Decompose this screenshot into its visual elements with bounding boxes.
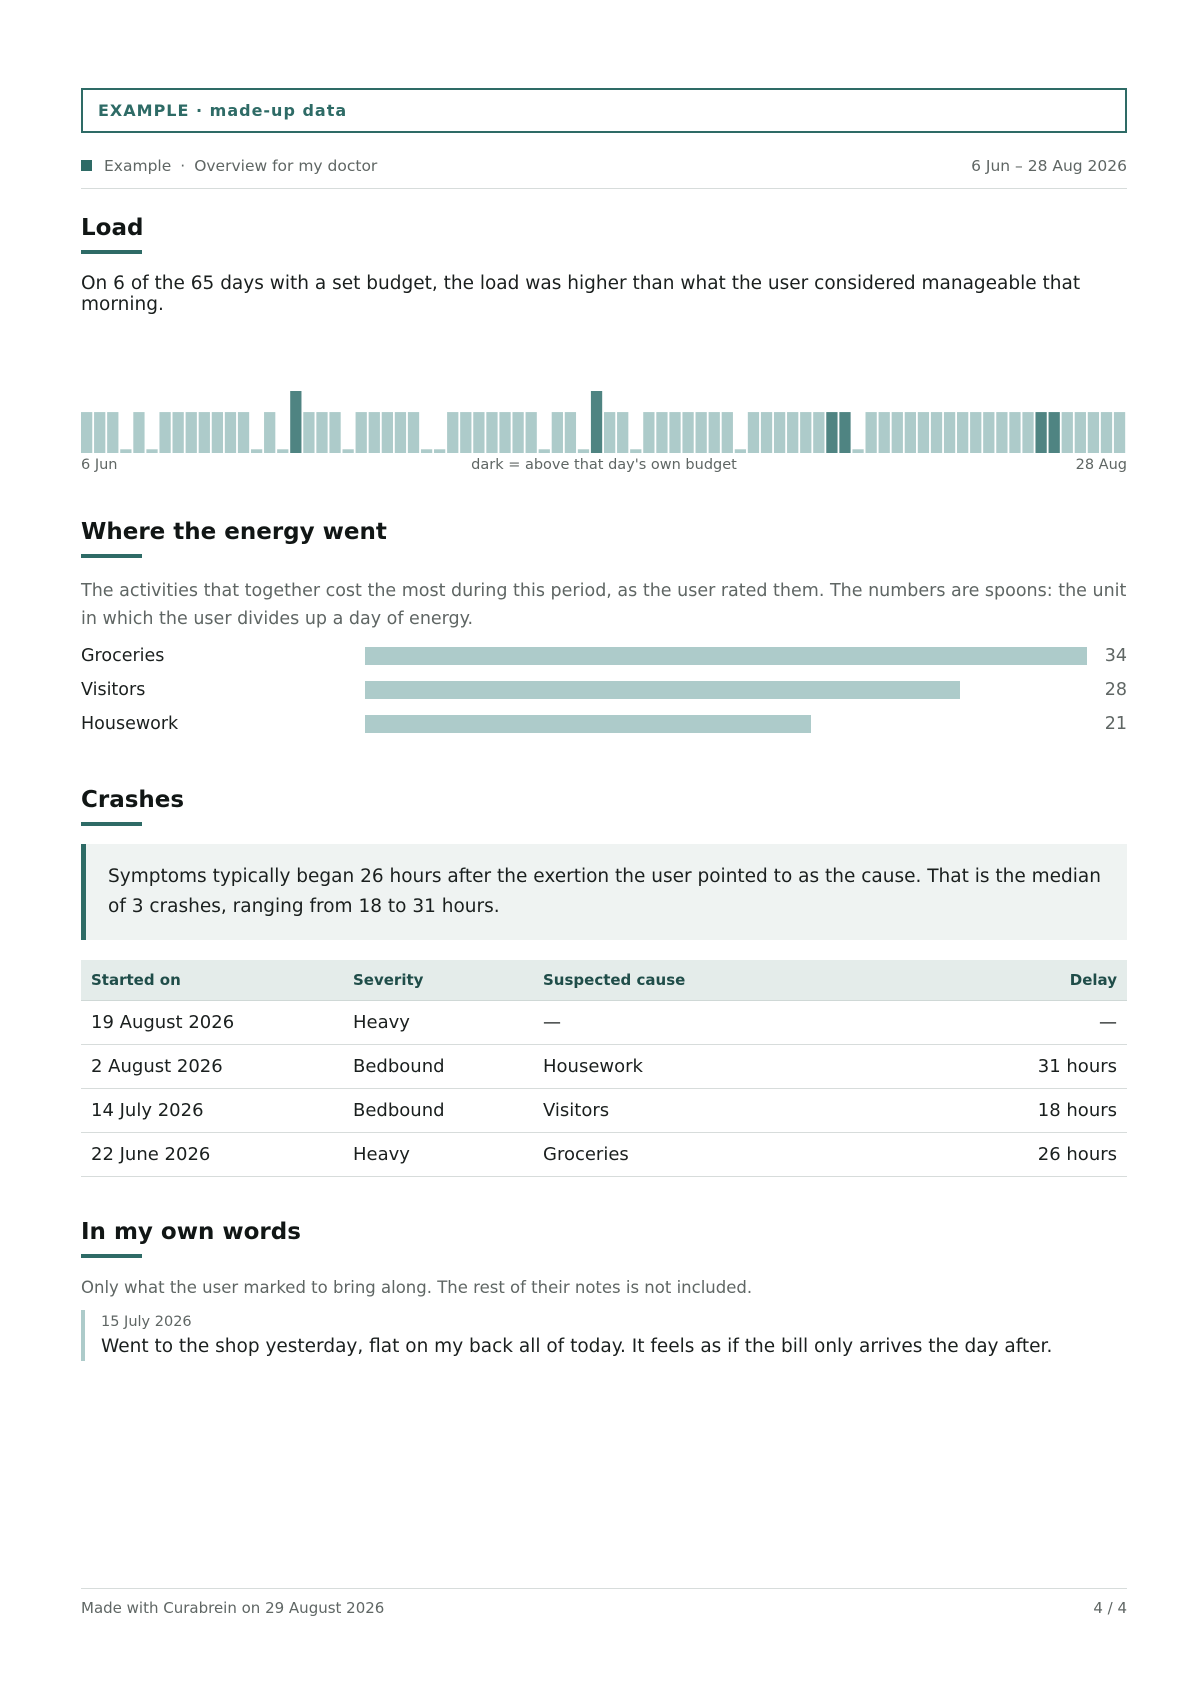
activity-bar	[365, 647, 1087, 665]
energy-description: The activities that together cost the most during this period, as the user rated them. The numbers are spoons: the unit in which the user divides up a day of energy.	[81, 581, 1127, 629]
example-banner: EXAMPLE · made-up data	[81, 88, 1127, 133]
day-bar	[316, 412, 327, 453]
axis-legend-note: dark = above that day's own budget	[471, 457, 737, 473]
note-date: 15 July 2026	[101, 1313, 192, 1330]
cell-severity: Heavy	[343, 1132, 533, 1176]
report-meta	[81, 153, 1127, 189]
day-bar	[238, 412, 249, 453]
table-header-row	[81, 960, 1127, 1000]
day-bar	[892, 412, 903, 453]
day-bar	[944, 412, 955, 453]
activity-bar-track	[365, 681, 1087, 699]
day-bar	[94, 412, 105, 453]
cell-delay: 31 hours	[902, 1044, 1127, 1088]
day-bar	[669, 412, 680, 453]
cell-severity: Heavy	[343, 1000, 533, 1044]
day-bar	[421, 449, 432, 453]
day-bar	[604, 412, 615, 453]
day-bar	[996, 412, 1007, 453]
day-bar	[696, 412, 707, 453]
day-bar	[983, 412, 994, 453]
day-bar	[408, 412, 419, 453]
day-bar	[617, 412, 628, 453]
cell-suspected-cause: Groceries	[533, 1132, 902, 1176]
day-bar	[643, 412, 654, 453]
meta-separator: ·	[180, 156, 186, 175]
day-bar	[852, 449, 863, 453]
cell-delay: —	[902, 1000, 1127, 1044]
activity-cost-chart	[81, 639, 1127, 741]
day-bar	[356, 412, 367, 453]
report-page	[81, 88, 1127, 1361]
day-bar-above-budget	[839, 412, 850, 453]
day-bar	[277, 449, 288, 453]
day-bar	[303, 412, 314, 453]
page-number: 4 / 4	[1093, 1599, 1127, 1617]
day-bar	[722, 412, 733, 453]
day-bar	[866, 412, 877, 453]
load-axis-labels	[81, 457, 1127, 479]
day-bar	[1022, 412, 1033, 453]
table-row	[81, 1132, 1127, 1176]
day-bar	[565, 412, 576, 453]
day-bar	[486, 412, 497, 453]
cell-delay: 18 hours	[902, 1088, 1127, 1132]
activity-value: 21	[1104, 714, 1127, 734]
meta-date-range: 6 Jun – 28 Aug 2026	[971, 156, 1127, 175]
cell-suspected-cause: Visitors	[533, 1088, 902, 1132]
heading-underline	[81, 554, 142, 558]
day-bar	[343, 449, 354, 453]
day-bar-above-budget	[591, 391, 602, 453]
day-bar	[107, 412, 118, 453]
own-words-heading: In my own words	[81, 1218, 301, 1245]
day-bar	[434, 449, 445, 453]
day-bar	[905, 412, 916, 453]
crash-summary-callout: Symptoms typically began 26 hours after the exertion the user pointed to as the cause. That is the median of 3 crashes, ranging from 18 to 31 hours.	[81, 844, 1127, 940]
cell-started-on: 22 June 2026	[81, 1132, 343, 1176]
activity-value: 34	[1104, 646, 1127, 666]
day-bar	[918, 412, 929, 453]
day-bar-above-budget	[1049, 412, 1060, 453]
load-heading: Load	[81, 215, 144, 241]
meta-subtitle: Overview for my doctor	[194, 156, 378, 175]
day-bar	[173, 412, 184, 453]
cell-suspected-cause: Housework	[533, 1044, 902, 1088]
crashes-section	[81, 787, 1127, 1177]
crashes-table	[81, 960, 1127, 1177]
day-bar	[709, 412, 720, 453]
day-bar	[199, 412, 210, 453]
heading-underline	[81, 822, 142, 826]
cell-severity: Bedbound	[343, 1044, 533, 1088]
own-words-section	[81, 1219, 1127, 1361]
day-bar	[735, 449, 746, 453]
day-bar	[1075, 412, 1086, 453]
day-bar	[1009, 412, 1020, 453]
square-icon	[81, 160, 92, 171]
day-bar-above-budget	[1035, 412, 1046, 453]
column-suspected-cause: Suspected cause	[533, 960, 902, 1000]
day-bar	[539, 449, 550, 453]
page-footer	[81, 1588, 1127, 1617]
day-bar	[1062, 412, 1073, 453]
day-bar	[1114, 412, 1125, 453]
cell-started-on: 14 July 2026	[81, 1088, 343, 1132]
heading-underline	[81, 250, 142, 254]
day-bar	[473, 412, 484, 453]
day-bar-above-budget	[290, 391, 301, 453]
day-bar	[748, 412, 759, 453]
daily-load-bars	[81, 355, 1127, 455]
day-bar	[957, 412, 968, 453]
day-bar	[1101, 412, 1112, 453]
cell-started-on: 2 August 2026	[81, 1044, 343, 1088]
energy-section	[81, 519, 1127, 741]
daily-load-chart	[81, 355, 1127, 455]
column-delay: Delay	[902, 960, 1127, 1000]
day-bar	[146, 449, 157, 453]
table-row	[81, 1088, 1127, 1132]
day-bar	[578, 449, 589, 453]
cell-suspected-cause: —	[533, 1000, 902, 1044]
day-bar	[133, 412, 144, 453]
activity-bar-track	[365, 715, 1087, 733]
heading-underline	[81, 1254, 142, 1258]
activity-bar	[365, 681, 960, 699]
day-bar	[251, 449, 262, 453]
day-bar	[761, 412, 772, 453]
axis-start-label: 6 Jun	[81, 457, 118, 473]
activity-row	[81, 639, 1127, 673]
day-bar	[682, 412, 693, 453]
day-bar	[813, 412, 824, 453]
day-bar	[512, 412, 523, 453]
note-text: Went to the shop yesterday, flat on my back all of today. It feels as if the bill only arrives the day after.	[101, 1335, 1053, 1357]
crashes-heading: Crashes	[81, 787, 185, 813]
day-bar	[212, 412, 223, 453]
activity-row	[81, 673, 1127, 707]
activity-label: Groceries	[81, 646, 165, 666]
day-bar	[329, 412, 340, 453]
meta-label: Example	[104, 156, 172, 175]
activity-bar	[365, 715, 811, 733]
energy-heading: Where the energy went	[81, 519, 387, 545]
day-bar	[656, 412, 667, 453]
day-bar	[970, 412, 981, 453]
table-row	[81, 1000, 1127, 1044]
activity-label: Housework	[81, 714, 179, 734]
cell-delay: 26 hours	[902, 1132, 1127, 1176]
note-quote	[81, 1310, 1127, 1361]
day-bar-above-budget	[826, 412, 837, 453]
day-bar	[159, 412, 170, 453]
day-bar	[395, 412, 406, 453]
activity-value: 28	[1104, 680, 1127, 700]
day-bar	[931, 412, 942, 453]
activity-bar-track	[365, 647, 1087, 665]
day-bar	[800, 412, 811, 453]
activity-label: Visitors	[81, 680, 146, 700]
activity-row	[81, 707, 1127, 741]
cell-started-on: 19 August 2026	[81, 1000, 343, 1044]
footer-made-with: Made with Curabrein on 29 August 2026	[81, 1599, 385, 1617]
day-bar	[774, 412, 785, 453]
cell-severity: Bedbound	[343, 1088, 533, 1132]
day-bar	[225, 412, 236, 453]
column-severity: Severity	[343, 960, 533, 1000]
load-section	[81, 215, 1127, 479]
day-bar	[369, 412, 380, 453]
day-bar	[630, 449, 641, 453]
day-bar	[552, 412, 563, 453]
day-bar	[1088, 412, 1099, 453]
column-started-on: Started on	[81, 960, 343, 1000]
day-bar	[499, 412, 510, 453]
load-summary: On 6 of the 65 days with a set budget, the load was higher than what the user considered manageable that morning.	[81, 273, 1081, 315]
day-bar	[787, 412, 798, 453]
own-words-note: Only what the user marked to bring along. The rest of their notes is not included.	[81, 1277, 753, 1297]
day-bar	[460, 412, 471, 453]
day-bar	[264, 412, 275, 453]
axis-end-label: 28 Aug	[1075, 457, 1127, 473]
day-bar	[120, 449, 131, 453]
day-bar	[186, 412, 197, 453]
day-bar	[81, 412, 92, 453]
day-bar	[382, 412, 393, 453]
day-bar	[879, 412, 890, 453]
day-bar	[526, 412, 537, 453]
day-bar	[447, 412, 458, 453]
table-row	[81, 1044, 1127, 1088]
